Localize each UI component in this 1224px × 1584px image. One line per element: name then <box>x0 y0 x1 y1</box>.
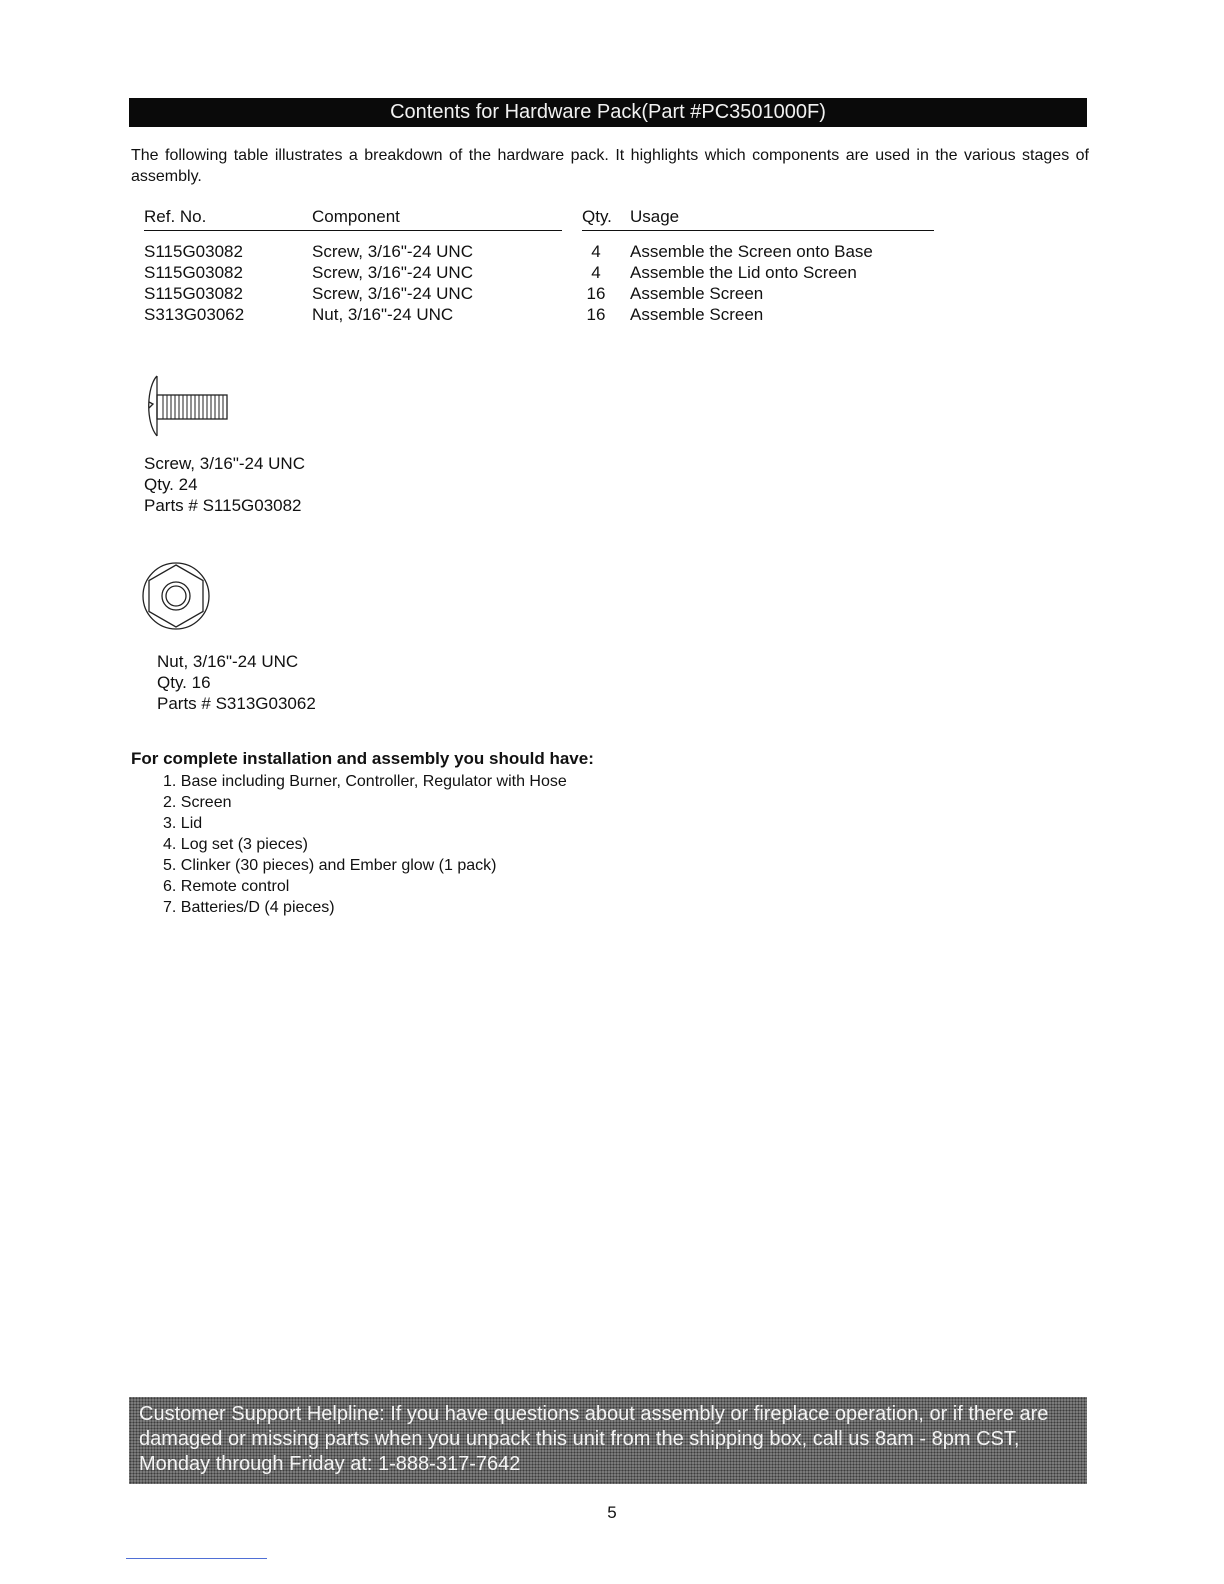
table-row <box>144 283 934 304</box>
screw-part-number: Parts # S115G03082 <box>144 496 302 515</box>
cell-ref-no: S115G03082 <box>144 263 243 282</box>
cell-qty: 4 <box>591 263 601 282</box>
cell-usage: Assemble the Screen onto Base <box>630 242 873 261</box>
cell-gap <box>562 231 582 263</box>
column-header-qty: Qty. <box>582 206 630 231</box>
column-header-usage: Usage <box>630 206 934 231</box>
screw-icon <box>143 372 231 440</box>
table-row <box>144 231 934 263</box>
list-item: 1. Base including Burner, Controller, Regulator with Hose <box>163 773 567 790</box>
cell-usage: Assemble the Lid onto Screen <box>630 263 857 282</box>
hex-nut-icon <box>140 560 216 632</box>
nut-name: Nut, 3/16"-24 UNC <box>157 652 299 671</box>
hardware-table <box>144 206 934 325</box>
column-header-ref-no: Ref. No. <box>144 206 312 231</box>
intro-paragraph: The following table illustrates a breakdown of the hardware pack. It highlights which components are used in the various stages of assembly. <box>131 147 1089 185</box>
section-title-bar: Contents for Hardware Pack(Part #PC3501000F) <box>129 98 1087 127</box>
cell-component: Screw, 3/16"-24 UNC <box>312 263 473 282</box>
cell-component: Nut, 3/16"-24 UNC <box>312 305 454 324</box>
installation-heading: For complete installation and assembly you should have: <box>131 749 594 768</box>
column-header-component: Component <box>312 206 562 231</box>
table-row <box>144 304 934 325</box>
cell-ref-no: S313G03062 <box>144 305 245 324</box>
screw-qty: Qty. 24 <box>144 475 198 494</box>
list-item: 6. Remote control <box>163 878 290 895</box>
nut-qty: Qty. 16 <box>157 673 211 692</box>
cell-qty: 16 <box>586 305 606 324</box>
column-gap <box>562 206 582 231</box>
list-item: 3. Lid <box>163 815 203 832</box>
footer-divider <box>126 1558 267 1559</box>
list-item: 7. Batteries/D (4 pieces) <box>163 899 335 916</box>
table-header-row <box>144 206 934 231</box>
table-row <box>144 262 934 283</box>
cell-ref-no: S115G03082 <box>144 242 243 261</box>
cell-gap <box>562 283 582 304</box>
cell-component: Screw, 3/16"-24 UNC <box>312 284 473 303</box>
customer-support-helpline: Customer Support Helpline: If you have questions about assembly or fireplace operation, or if there are damaged or missing parts when you unpack this unit from the shipping box, call us 8am - 8pm CST, Monday through Friday at: 1-888-317-7642 <box>129 1397 1087 1484</box>
cell-qty: 16 <box>586 284 606 303</box>
list-item: 5. Clinker (30 pieces) and Ember glow (1 pack) <box>163 857 497 874</box>
cell-gap <box>562 262 582 283</box>
nut-part-number: Parts # S313G03062 <box>157 694 316 713</box>
screw-name: Screw, 3/16"-24 UNC <box>144 454 305 473</box>
cell-gap <box>562 304 582 325</box>
list-item: 2. Screen <box>163 794 232 811</box>
cell-component: Screw, 3/16"-24 UNC <box>312 242 473 261</box>
list-item: 4. Log set (3 pieces) <box>163 836 308 853</box>
cell-qty: 4 <box>591 242 601 261</box>
nut-caption <box>157 651 316 714</box>
cell-usage: Assemble Screen <box>630 284 764 303</box>
installation-list <box>163 771 567 918</box>
cell-usage: Assemble Screen <box>630 305 764 324</box>
page-number: 5 <box>607 1503 617 1522</box>
cell-ref-no: S115G03082 <box>144 284 243 303</box>
screw-caption <box>144 453 305 516</box>
